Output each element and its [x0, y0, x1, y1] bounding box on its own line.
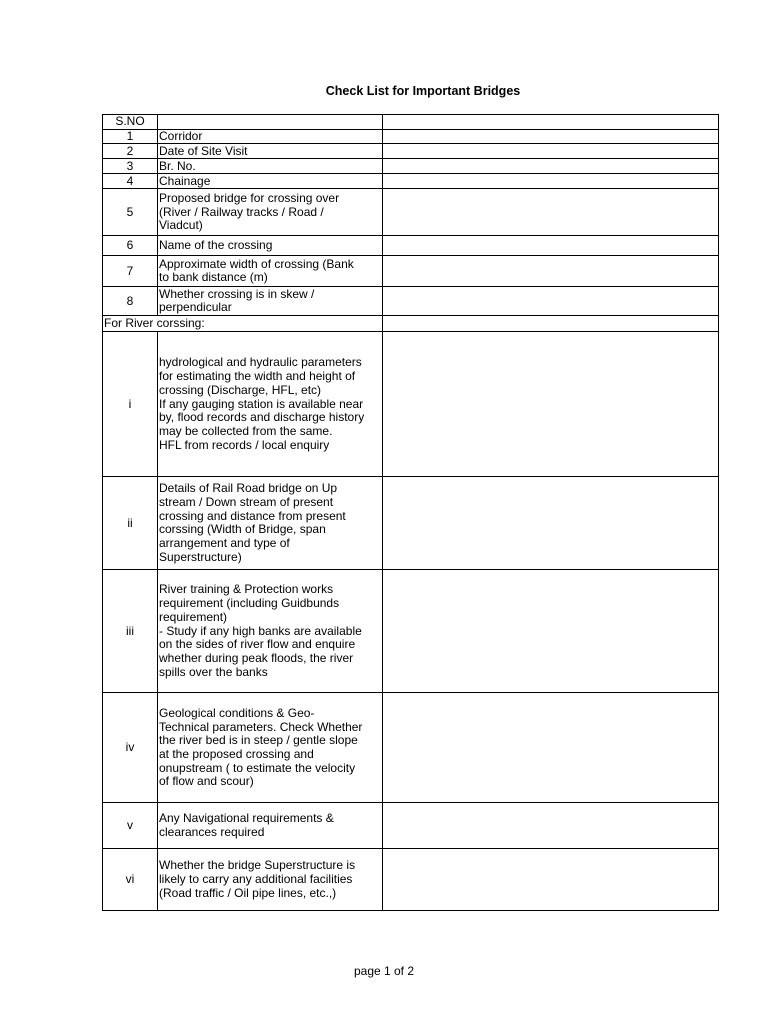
row-description: Date of Site Visit	[158, 144, 383, 159]
table-row	[103, 477, 719, 570]
row-description: Br. No.	[158, 159, 383, 174]
table-header-row	[103, 115, 719, 130]
row-number: v	[103, 803, 158, 849]
table-row	[103, 332, 719, 477]
row-number: 3	[103, 159, 158, 174]
row-description: Proposed bridge for crossing over (River / Railway tracks / Road / Viadcut)	[158, 189, 383, 236]
section-value-cell[interactable]	[383, 316, 719, 332]
section-row	[103, 316, 719, 332]
table-row	[103, 849, 719, 911]
row-number: iv	[103, 693, 158, 803]
row-description: Chainage	[158, 174, 383, 189]
row-value-cell[interactable]	[383, 287, 719, 316]
table-row	[103, 159, 719, 174]
row-description: Name of the crossing	[158, 236, 383, 256]
table-row	[103, 236, 719, 256]
checklist-table	[102, 114, 719, 911]
value-header	[383, 115, 719, 130]
table-row	[103, 287, 719, 316]
document-title: Check List for Important Bridges	[325, 84, 521, 98]
row-value-cell[interactable]	[383, 129, 719, 144]
row-value-cell[interactable]	[383, 236, 719, 256]
table-row	[103, 189, 719, 236]
row-value-cell[interactable]	[383, 332, 719, 477]
row-value-cell[interactable]	[383, 693, 719, 803]
row-value-cell[interactable]	[383, 256, 719, 287]
row-value-cell[interactable]	[383, 144, 719, 159]
row-number: 6	[103, 236, 158, 256]
table-row	[103, 803, 719, 849]
row-value-cell[interactable]	[383, 849, 719, 911]
table-row	[103, 144, 719, 159]
section-label: For River corssing:	[103, 316, 383, 332]
description-header	[158, 115, 383, 130]
row-number: ii	[103, 477, 158, 570]
row-number: iii	[103, 570, 158, 693]
row-number: 4	[103, 174, 158, 189]
row-number: 7	[103, 256, 158, 287]
row-number: 1	[103, 129, 158, 144]
row-value-cell[interactable]	[383, 477, 719, 570]
page-footer: page 1 of 2	[353, 964, 415, 978]
row-description: River training & Protection works requirement (including Guidbunds requirement) - Study if any high banks are available on the sides of river flow and enquire whether during peak floods, the river spills over the banks	[158, 570, 383, 693]
sno-header: S.NO	[103, 115, 158, 130]
row-number: vi	[103, 849, 158, 911]
row-number: 5	[103, 189, 158, 236]
table-row	[103, 174, 719, 189]
row-number: i	[103, 332, 158, 477]
table-row	[103, 693, 719, 803]
row-value-cell[interactable]	[383, 803, 719, 849]
row-description: Corridor	[158, 129, 383, 144]
row-number: 8	[103, 287, 158, 316]
row-description: hydrological and hydraulic parameters for estimating the width and height of crossing (Discharge, HFL, etc) If any gauging station is available near by, flood records and discharge history may be collected from the same. HFL from records / local enquiry	[158, 332, 383, 477]
row-description: Whether crossing is in skew / perpendicular	[158, 287, 383, 316]
row-value-cell[interactable]	[383, 159, 719, 174]
row-description: Details of Rail Road bridge on Up stream / Down stream of present crossing and distance from present corssing (Width of Bridge, span arrangement and type of Superstructure)	[158, 477, 383, 570]
row-value-cell[interactable]	[383, 174, 719, 189]
row-description: Whether the bridge Superstructure is likely to carry any additional facilities (Road traffic / Oil pipe lines, etc.,)	[158, 849, 383, 911]
table-row	[103, 129, 719, 144]
row-description: Approximate width of crossing (Bank to bank distance (m)	[158, 256, 383, 287]
row-value-cell[interactable]	[383, 570, 719, 693]
row-description: Geological conditions & Geo- Technical parameters. Check Whether the river bed is in steep / gentle slope at the proposed crossing and onupstream ( to estimate the velocity of flow and scour)	[158, 693, 383, 803]
table-row	[103, 570, 719, 693]
row-value-cell[interactable]	[383, 189, 719, 236]
table-row	[103, 256, 719, 287]
row-description: Any Navigational requirements & clearances required	[158, 803, 383, 849]
row-number: 2	[103, 144, 158, 159]
